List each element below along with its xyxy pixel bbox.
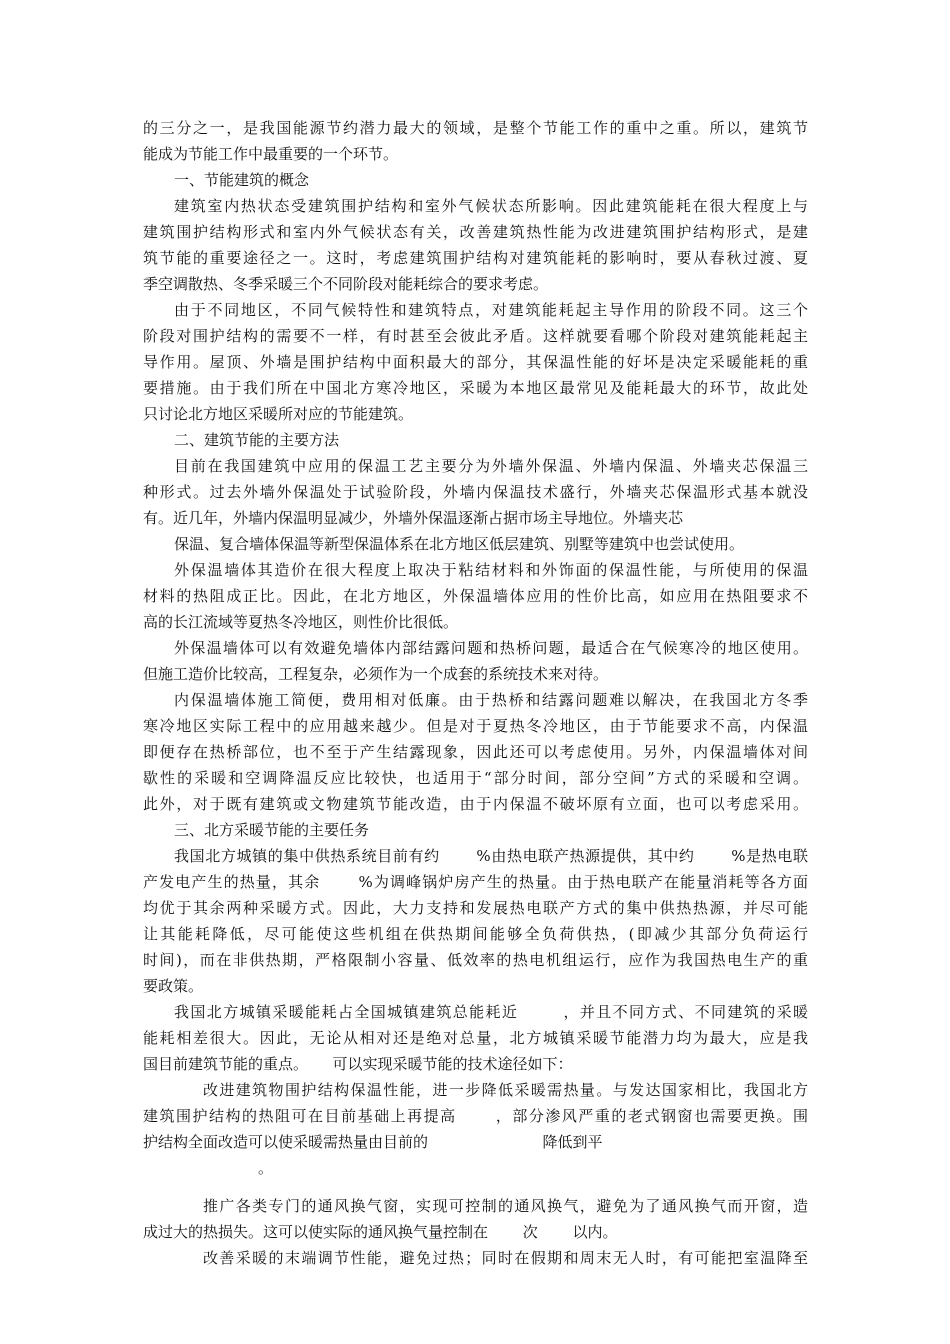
text-line: 阶段对围护结构的需要不一样，有时甚至会彼此矛盾。这样就要看哪个阶段对建筑能耗起主 xyxy=(143,327,808,345)
text-line: 要措施。由于我们所在中国北方寒冷地区，采暖为本地区最常见及能耗最大的环节，故此处 xyxy=(143,379,808,397)
text-line: 我国北方城镇的集中供热系统目前有约 %由热电联产热源提供，其中约 %是热电联 xyxy=(174,847,808,865)
text-line: 改善采暖的末端调节性能，避免过热；同时在假期和周末无人时，有可能把室温降至 xyxy=(203,1249,808,1267)
text-line: 即便存在热桥部位，也不至于产生结露现象，因此还可以考虑使用。另外，内保温墙体对间 xyxy=(143,743,808,761)
text-line: 保温、复合墙体保温等新型保温体系在北方地区低层建筑、别墅等建筑中也尝试使用。 xyxy=(174,535,745,553)
text-line: 只讨论北方地区采暖所对应的节能建筑。 xyxy=(143,405,414,423)
text-line: 产发电产生的热量，其余 %为调峰锅炉房产生的热量。由于热电联产在能量消耗等各方面 xyxy=(143,873,808,891)
text-line: 寒冷地区实际工程中的应用越来越少。但是对于夏热冬冷地区，由于节能要求不高，内保温 xyxy=(143,717,808,735)
text-line: 均优于其余两种采暖方式。因此，大力支持和发展热电联产方式的集中供热热源，并尽可能 xyxy=(143,899,808,917)
text-line: 建筑围护结构形式和室内外气候状态有关，改善建筑热性能为改进建筑围护结构形式，是建 xyxy=(143,223,808,241)
text-line: 外保温墙体其造价在很大程度上取决于粘结材料和外饰面的保温性能，与所使用的保温 xyxy=(174,561,808,579)
text-line: 护结构全面改造可以使采暖需热量由目前的 降低到平 xyxy=(143,1133,603,1151)
text-line: 要政策。 xyxy=(143,977,204,995)
text-line: 成过大的热损失。这可以使实际的通风换气量控制在 次 以内。 xyxy=(143,1223,618,1241)
text-line: 改进建筑物围护结构保温性能，进一步降低采暖需热量。与发达国家相比，我国北方 xyxy=(203,1081,808,1099)
text-line: 材料的热阻成正比。因此，在北方地区，外保温墙体应用的性价比高，如应用在热阻要求不 xyxy=(143,587,808,605)
text-line: 能耗相差很大。因此，无论从相对还是绝对总量，北方城镇采暖节能潜力均为最大，应是我 xyxy=(143,1029,808,1047)
text-line: 让其能耗降低，尽可能使这些机组在供热期间能够全负荷供热，(即减少其部分负荷运行 xyxy=(143,925,808,943)
text-line: 。 xyxy=(258,1159,274,1177)
text-line: 此外，对于既有建筑或文物建筑节能改造，由于内保温不破坏原有立面，也可以考虑采用。 xyxy=(143,795,808,813)
text-line: 有。近几年，外墙内保温明显减少，外墙外保温逐渐占据市场主导地位。外墙夹芯 xyxy=(143,509,684,527)
text-line: 内保温墙体施工简便，费用相对低廉。由于热桥和结露问题难以解决，在我国北方冬季 xyxy=(174,691,808,709)
text-line: 由于不同地区，不同气候特性和建筑特点，对建筑能耗起主导作用的阶段不同。这三个 xyxy=(174,301,808,319)
text-line: 外保温墙体可以有效避免墙体内部结露问题和热桥问题，最适合在气候寒冷的地区使用。 xyxy=(174,639,808,657)
text-line: 推广各类专门的通风换气窗，实现可控制的通风换气，避免为了通风换气而开窗，造 xyxy=(203,1197,808,1215)
text-line: 我国北方城镇采暖能耗占全国城镇建筑总能耗近 ，并且不同方式、不同建筑的采暖 xyxy=(174,1003,808,1021)
text-line: 种形式。过去外墙外保温处于试验阶段，外墙内保温技术盛行，外墙夹芯保温形式基本就没 xyxy=(143,483,808,501)
text-line: 时间)，而在非供热期，严格限制小容量、低效率的热电机组运行，应作为我国热电生产的重 xyxy=(143,951,808,969)
text-line: 季空调散热、冬季采暖三个不同阶段对能耗综合的要求考虑。 xyxy=(143,275,549,293)
text-line: 建筑室内热状态受建筑围护结构和室外气候状态所影响。因此建筑能耗在很大程度上与 xyxy=(174,197,808,215)
text-line: 但施工造价比较高，工程复杂，必须作为一个成套的系统技术来对待。 xyxy=(143,665,609,683)
text-line: 导作用。屋顶、外墙是围护结构中面积最大的部分，其保温性能的好坏是决定采暖能耗的重 xyxy=(143,353,808,371)
text-line: 筑节能的重要途径之一。这时，考虑建筑围护结构对建筑能耗的影响时，要从春秋过渡、夏 xyxy=(143,249,808,267)
text-line: 的三分之一，是我国能源节约潜力最大的领域，是整个节能工作的重中之重。所以，建筑节 xyxy=(143,119,808,137)
text-line: 建筑围护结构的热阻可在目前基础上再提高 ，部分渗风严重的老式钢窗也需要更换。围 xyxy=(143,1107,808,1125)
section-heading: 三、北方采暖节能的主要任务 xyxy=(174,821,370,839)
section-heading: 二、建筑节能的主要方法 xyxy=(174,431,340,449)
text-line: 国目前建筑节能的重点。 可以实现采暖节能的技术途径如下： xyxy=(143,1055,573,1073)
text-line: 能成为节能工作中最重要的一个环节。 xyxy=(143,145,399,163)
text-line: 歇性的采暖和空调降温反应比较快，也适用于“部分时间，部分空间”方式的采暖和空调。 xyxy=(143,769,808,787)
text-line: 目前在我国建筑中应用的保温工艺主要分为外墙外保温、外墙内保温、外墙夹芯保温三 xyxy=(174,457,808,475)
text-line: 高的长江流域等夏热冬冷地区，则性价比很低。 xyxy=(143,613,459,631)
section-heading: 一、节能建筑的概念 xyxy=(174,171,310,189)
